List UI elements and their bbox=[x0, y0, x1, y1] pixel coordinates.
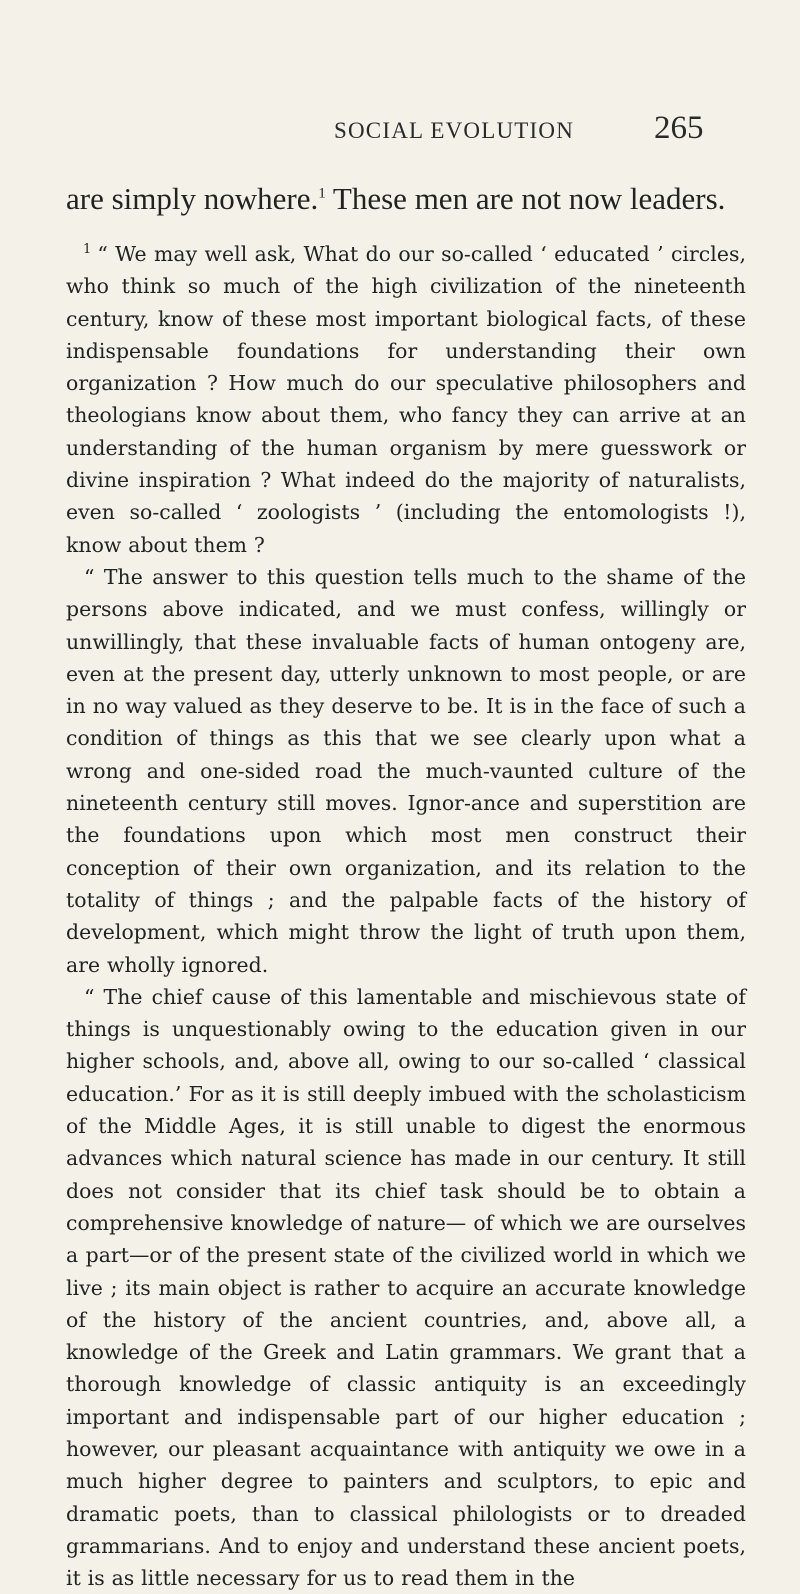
page-header bbox=[0, 110, 800, 158]
footnote-paragraph-2: “ The answer to this question tells much to the shame of the persons above indicated, and we must confess, willingly or unwillingly, that these invaluable facts of human ontogeny are, even at the present day, utterly unknown to most people, or are in no way valued as they deserve to be. It is in the face of such a condition of things as this that we see clearly upon what a wrong and one-sided road the much-vaunted culture of the nineteenth century still moves. Ignor-ance and superstition are the foundations upon which most men construct their conception of their own organization, and its relation to the totality of things ; and the palpable facts of the history of development, which might throw the light of truth upon them, are wholly ignored. bbox=[66, 564, 746, 977]
footnote-paragraph-1 bbox=[66, 238, 746, 561]
page-number: 265 bbox=[654, 110, 704, 146]
main-text-before-note: are simply nowhere. bbox=[66, 181, 319, 216]
footnote-reference-marker: 1 bbox=[318, 185, 326, 202]
footnote-block bbox=[66, 238, 746, 1594]
page-body bbox=[66, 181, 746, 1594]
main-text-line bbox=[66, 181, 746, 217]
main-text-after-note: These men are not now leaders. bbox=[325, 181, 726, 216]
footnote-paragraph-3: “ The chief cause of this lamentable and mischievous state of things is unquestionably owing to the education given in our higher schools, and, above all, owing to our so-called ‘ classical education.’ For as it is still deeply imbued with the scholasticism of the Middle Ages, it is still unable to digest the enormous advances which natural science has made in our century. It still does not consider that its chief task should be to obtain a comprehensive knowledge of nature— of which we are ourselves a part—or of the present state of the civilized world in which we live ; its main object is rather to acquire an accurate knowledge of the history of the ancient countries, and, above all, a knowledge of the Greek and Latin grammars. We grant that a thorough knowledge of classic antiquity is an exceedingly important and indispensable part of our higher education ; however, our pleasant acquaintance with antiquity we owe in a much higher degree to painters and sculptors, to epic and dramatic poets, than to classical philologists or to dreaded grammarians. And to enjoy and understand these ancient poets, it is as little necessary for us to read them in the bbox=[66, 984, 746, 1591]
running-head: SOCIAL EVOLUTION bbox=[334, 118, 575, 143]
footnote-paragraph-1-text: “ We may well ask, What do our so-called ‘ educated ’ circles, who think so much of the high civilization of the nineteenth century, know of these most important biological facts, of these indispensable foundations for understanding their own organization ? How much do our speculative philosophers and theologians know about them, who fancy they can arrive at an understanding of the human organism by mere guesswork or divine inspiration ? What indeed do the majority of naturalists, even so-called ‘ zoologists ’ (including the entomologists !), know about them ? bbox=[66, 242, 746, 557]
footnote-marker: 1 bbox=[83, 242, 92, 258]
